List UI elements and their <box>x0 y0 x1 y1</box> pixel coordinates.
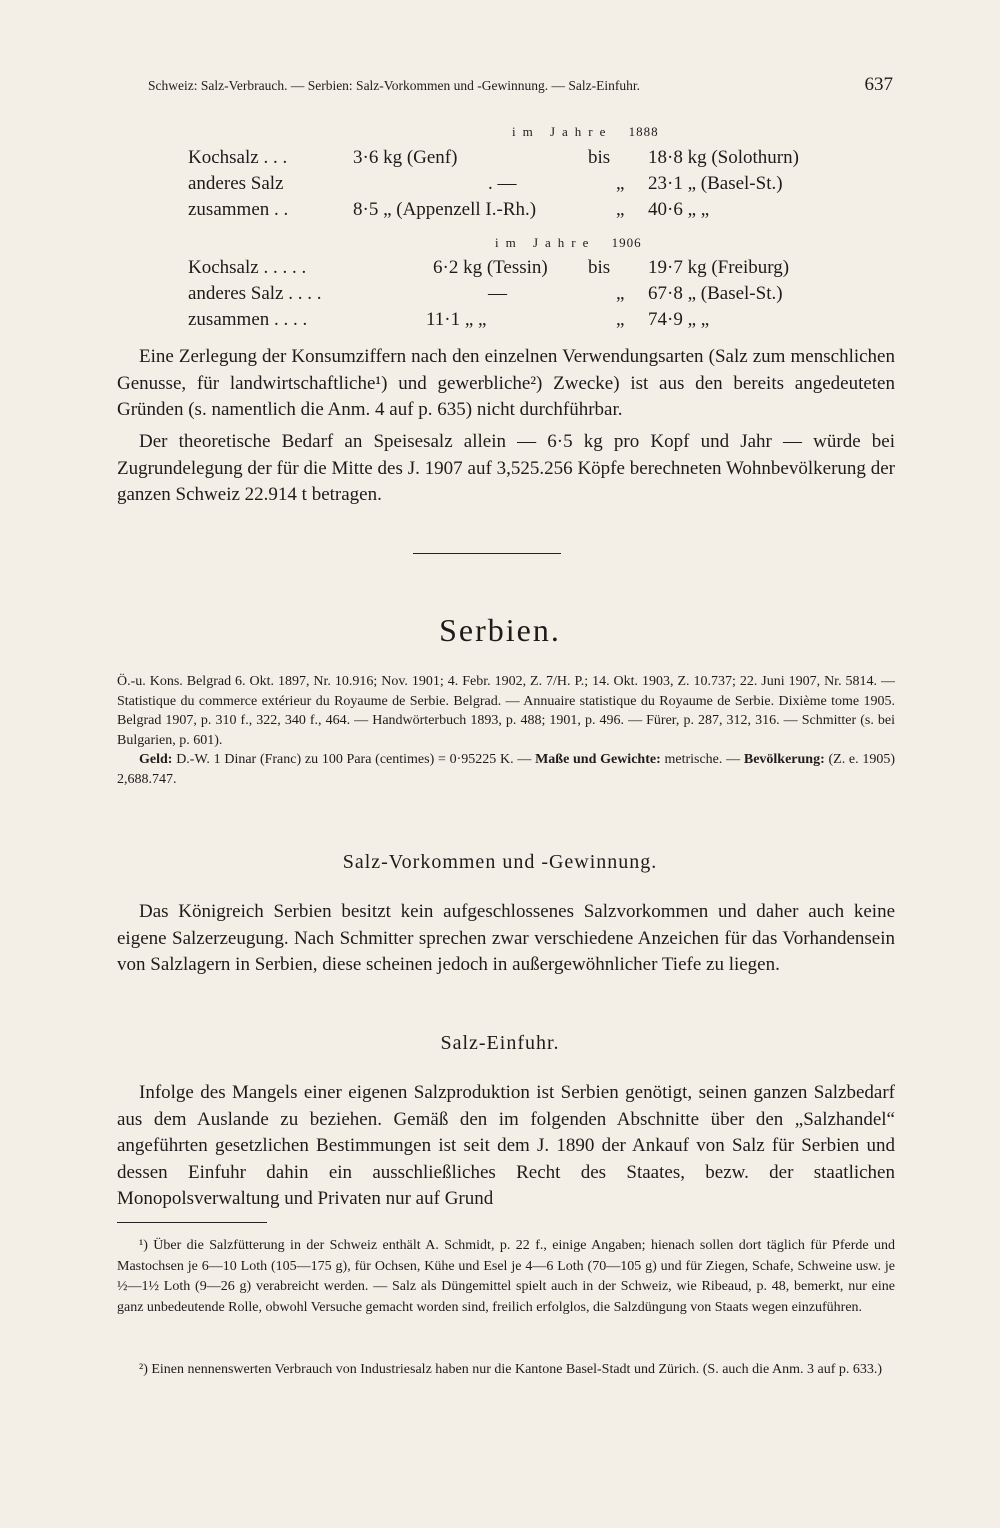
page-number: 637 <box>864 74 893 95</box>
sources-text: Ö.-u. Kons. Belgrad 6. Okt. 1897, Nr. 10.916; Nov. 1901; 4. Febr. 1902, Z. 7/H. P.; 14. Okt. 1903, Z. 10.737; 22. Juni 1907, Nr. 5814. — Statistique du commerce extérieur du Royaume de Serbie. Belgrad. — Annuaire statistique du Royaume de Serbie. Dixième tome 1905. Belgrad 1907, p. 310 f., 322, 340 f., 464. — Handwörterbuch 1893, p. 488; 1901, p. 496. — Fürer, p. 287, 312, 316. — Schmitter (s. bei Bulgarien, p. 601). <box>117 674 895 748</box>
masse-label: Maße und Gewichte: <box>535 752 661 767</box>
row-bis: bis <box>588 257 611 278</box>
footnote-text: ¹) Über die Salzfütterung in der Schweiz enthält A. Schmidt, p. 22 f., einige Angaben; hienach sollen dort täglich für Pferde und Mastochsen je 6—10 Loth (105—175 g), für Ochsen, Kühe und Esel je 4—6 Loth (70—105 g) und für Ziegen, Schafe, Schweine usw. je ½—1½ Loth (9—26 g) verabreicht werden. — Salz als Düngemittel spielt auch in der Schweiz, wie Ribeaud, p. 48, bemerkt, nur eine ganz unbedeutende Rolle, obwohl Versuche gemacht worden sind, freilich erfolglos, die Salzdüngung von Staats wegen einzuführen. <box>117 1238 895 1315</box>
table-row <box>188 173 808 199</box>
table-row <box>188 309 808 335</box>
year-label: im Jahre <box>495 235 596 250</box>
paragraph-text: Der theoretische Bedarf an Speisesalz allein — 6·5 kg pro Kopf und Jahr — würde bei Zugrundelegung der für die Mitte des J. 1907 auf 3,525.256 Köpfe berechneten Wohnbevölkerung der ganzen Schweiz 22.914 t betragen. <box>117 431 895 505</box>
masse-text: metrische. — <box>664 752 741 767</box>
section-title-serbien: Serbien. <box>439 612 561 648</box>
section-title-einfuhr: Salz-Einfuhr. <box>440 1032 560 1054</box>
section-divider <box>413 553 561 554</box>
bevoelkerung-label: Bevölkerung: <box>743 752 825 767</box>
row-bis: „ <box>616 199 625 220</box>
row-bis: „ <box>616 283 625 304</box>
row-label: zusammen . . . . <box>188 309 308 330</box>
geld-label: Geld: <box>139 752 173 767</box>
paragraph-vorkommen <box>117 899 895 979</box>
row-max: 67·8 „ (Basel-St.) <box>648 283 783 304</box>
paragraph-demand <box>117 429 895 509</box>
year-label: im Jahre <box>512 124 613 139</box>
paragraph-text: Das Königreich Serbien besitzt kein aufgeschlossenes Salzvorkommen und daher auch keine eigene Salzerzeugung. Nach Schmitter sprechen zwar verschiedene Anzeichen für das Vorhandensein von Salzlagern in Serbien, diese scheinen jedoch in außergewöhnlicher Tiefe zu liegen. <box>117 901 895 975</box>
row-min: 11·1 „ „ <box>426 309 487 330</box>
table-row <box>188 257 808 283</box>
row-label: anderes Salz . . . . <box>188 283 322 304</box>
running-title: Schweiz: Salz-Verbrauch. — Serbien: Salz-Vorkommen und -Gewinnung. — Salz-Einfuhr. <box>148 78 641 93</box>
row-min: 6·2 kg (Tessin) <box>433 257 548 278</box>
footnote-1 <box>117 1236 895 1318</box>
row-label: Kochsalz . . . <box>188 147 288 168</box>
geld-text: D.-W. 1 Dinar (Franc) zu 100 Para (centimes) = 0·95225 K. — <box>176 752 532 767</box>
footnote-text: ²) Einen nennenswerten Verbrauch von Industriesalz haben nur die Kantone Basel-Stadt und Zürich. (S. auch die Anm. 3 auf p. 633.) <box>139 1362 883 1377</box>
row-label: zusammen . . <box>188 199 289 220</box>
row-min: 8·5 „ (Appenzell I.-Rh.) <box>353 199 537 220</box>
year-heading-1906 <box>495 235 642 251</box>
sources-block <box>117 672 895 789</box>
row-bis: „ <box>616 173 625 194</box>
year-heading-1888 <box>512 124 659 140</box>
footnote-rule <box>117 1222 267 1223</box>
row-max: 40·6 „ „ <box>648 199 710 220</box>
table-row <box>188 283 808 309</box>
year-value: 1888 <box>628 124 659 139</box>
year-value: 1906 <box>611 235 642 250</box>
row-max: 23·1 „ (Basel-St.) <box>648 173 783 194</box>
row-max: 18·8 kg (Solothurn) <box>648 147 799 168</box>
row-min: — <box>488 283 507 304</box>
paragraph-text: Infolge des Mangels einer eigenen Salzproduktion ist Serbien genötigt, seinen ganzen Salzbedarf aus dem Auslande zu beziehen. Gemäß den im folgenden Abschnitte über den „Salzhandel“ angeführten gesetzlichen Bestimmungen ist seit dem J. 1890 der Ankauf von Salz für Serbien und dessen Einfuhr dahin ein ausschließliches Recht des Staates, bezw. der staatlichen Monopolsverwaltung und Privaten nur auf Grund <box>117 1082 895 1209</box>
table-row <box>188 199 808 225</box>
row-bis: bis <box>588 147 611 168</box>
paragraph-consumption <box>117 344 895 424</box>
row-min: . — <box>488 173 517 194</box>
paragraph-einfuhr <box>117 1080 895 1213</box>
row-bis: „ <box>616 309 625 330</box>
row-label: Kochsalz . . . . . <box>188 257 307 278</box>
footnote-2 <box>117 1360 895 1381</box>
row-max: 19·7 kg (Freiburg) <box>648 257 790 278</box>
bevoelkerung-text: (Z. e. 1905) 2,688.747. <box>117 752 896 787</box>
row-label: anderes Salz <box>188 173 284 194</box>
running-header <box>148 74 893 95</box>
table-row <box>188 147 808 173</box>
row-min: 3·6 kg (Genf) <box>353 147 458 168</box>
section-title-vorkommen: Salz-Vorkommen und -Gewinnung. <box>342 851 658 873</box>
paragraph-text: Eine Zerlegung der Konsumziffern nach den einzelnen Verwendungsarten (Salz zum menschlichen Genusse, für landwirtschaftliche¹) und gewerbliche²) Zwecke) ist aus den bereits angedeuteten Gründen (s. namentlich die Anm. 4 auf p. 635) nicht durchführbar. <box>117 346 895 420</box>
row-max: 74·9 „ „ <box>648 309 710 330</box>
